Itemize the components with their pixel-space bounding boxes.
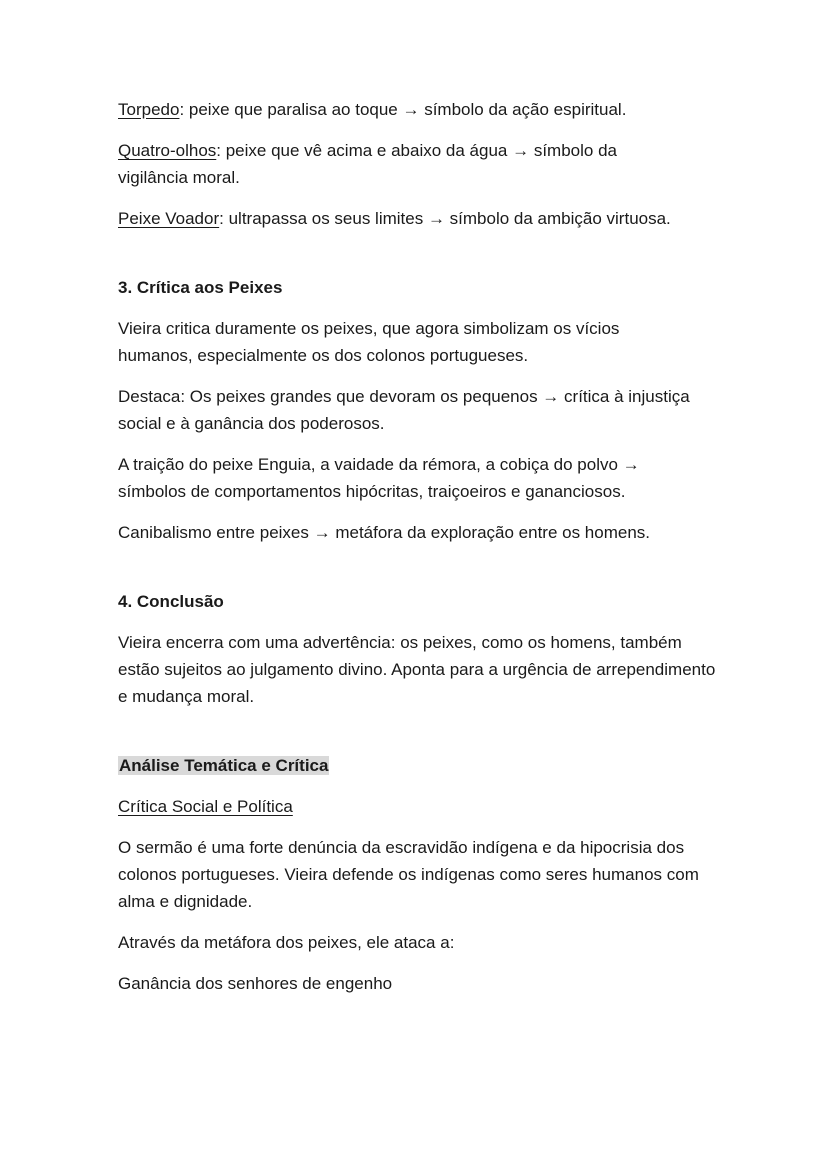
paragraph: Através da metáfora dos peixes, ele ataca a: <box>118 933 455 952</box>
analysis-heading <box>118 752 718 779</box>
paragraph: Vieira encerra com uma advertência: os peixes, como os homens, também estão sujeitos ao julgamento divino. Aponta para a urgência de arrependimento e mudança moral. <box>118 633 716 706</box>
section-heading: 4. Conclusão <box>118 592 224 611</box>
paragraph: O sermão é uma forte denúncia da escravidão indígena e da hipocrisia dos colonos portugueses. Vieira defende os indígenas como seres humanos com alma e dignidade. <box>118 838 699 911</box>
fish-item-peixe-voador <box>118 205 718 232</box>
paragraph: Vieira critica duramente os peixes, que agora simbolizam os vícios humanos, especialmente os dos colonos portugueses. <box>118 319 620 365</box>
fish-term: Torpedo <box>118 100 180 119</box>
document-page <box>118 96 718 997</box>
fish-desc: : peixe que vê acima e abaixo da água → símbolo da vigilância moral. <box>118 141 617 187</box>
paragraph: Destaca: Os peixes grandes que devoram os pequenos → crítica à injustiça social e à ganância dos poderosos. <box>118 387 690 433</box>
fish-term: Quatro-olhos <box>118 141 217 160</box>
fish-item-torpedo <box>118 96 678 123</box>
highlighted-heading: Análise Temática e Crítica <box>119 756 329 775</box>
fish-desc: : peixe que paralisa ao toque → símbolo da ação espiritual. <box>179 100 627 119</box>
paragraph: Canibalismo entre peixes → metáfora da exploração entre os homens. <box>118 523 651 542</box>
fish-desc: : ultrapassa os seus limites → símbolo da ambição virtuosa. <box>219 209 671 228</box>
subheading: Crítica Social e Política <box>118 797 293 816</box>
paragraph: A traição do peixe Enguia, a vaidade da rémora, a cobiça do polvo → símbolos de comportamentos hipócritas, traiçoeiros e gananciosos. <box>118 455 640 501</box>
paragraph: Ganância dos senhores de engenho <box>118 974 393 993</box>
fish-term: Peixe Voador <box>118 209 220 228</box>
fish-item-quatro-olhos <box>118 137 658 191</box>
section-heading: 3. Crítica aos Peixes <box>118 278 283 297</box>
